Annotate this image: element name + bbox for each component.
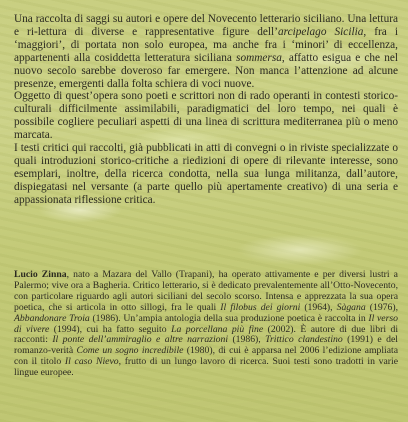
book-title: Abbandonare Troia: [14, 312, 90, 324]
bio-text: , frutto di un lungo lavoro di ricerca. Suoi testi sono tradotti in varie lingue europee.: [14, 356, 399, 379]
book-title: La porcellana più fine: [171, 323, 264, 335]
blurb-paragraph-1: [14, 13, 398, 90]
bio-text: , nato a Mazara del Vallo (Trapani), ha operato attivamente e per diversi lustri a Palermo; vive ora a Bagheria. Critico letterario, si è dedicato prevalentemente all’Otto-Novecento, con particolare riguardo agli autori siciliani del secolo scorso. Intensa e apprezzata la sua opera poetica, che si articola in otto sillogi, fra le quali: [14, 269, 398, 313]
book-title: Come un sogno incredibile: [76, 345, 184, 357]
blurb-text: , affatto esigua e che nel nuovo secolo sarebbe doveroso far emergere. Non manca l’attenzione ad alcune presenze, emergenti dalla folta schiera di voci nuove.: [14, 51, 399, 90]
blurb-text: Una raccolta di saggi su autori e opere del Novecento letterario siciliano. Una lettura e ri-lettura di diverse e rappresentative figure dell’: [14, 13, 398, 38]
bio-text: (1994), cui ha fatto seguito: [49, 323, 172, 335]
book-title: Sàgana: [336, 301, 366, 313]
blurb-section: [14, 13, 398, 207]
bio-text: (1986),: [228, 334, 266, 346]
book-title: Il verso di vivere: [14, 312, 398, 335]
bio-text: (1964),: [300, 301, 337, 313]
bio-text: (2002). È autore di due libri di racconti:: [14, 323, 399, 346]
bio-text: (1986). Un’ampia antologia della sua produzione poetica è raccolta in: [89, 312, 369, 324]
book-title: Il caso Nievo: [64, 356, 119, 368]
author-biography: [14, 270, 398, 379]
bio-text: (1991) e del romanzo-verità: [14, 334, 398, 357]
book-title: Il ponte dell’ammiraglio e altre narrazioni: [52, 334, 229, 346]
book-title: Trittico clandestino: [265, 334, 343, 346]
bio-text: (1976),: [365, 301, 399, 313]
blurb-paragraph-2: Oggetto di quest’opera sono poeti e scrittori non di rado operanti in contesti storico-culturali difficilmente assimilabili, paradigmatici del loro tempo, nei quali è possibile cogliere peculiari aspetti di una linea di scrittura mediterranea più o meno marcata.: [14, 90, 398, 142]
italic-term: sommersa: [236, 51, 282, 64]
bio-text: (1980), di cui è apparsa nel 2006 l’edizione ampliata con il titolo: [14, 345, 399, 368]
blurb-text: , fra i ‘maggiori’, di portata non solo europea, ma anche fra i ‘minori’ di eccellenza, appartenenti alla cosiddetta letteratura siciliana: [14, 25, 398, 64]
blurb-paragraph-3: I testi critici qui raccolti, già pubblicati in atti di convegni o in riviste specializzate o quali introduzioni storico-critiche a riedizioni di opere di rilevante interesse, sono esemplari, inoltre, della ricerca condotta, nella sua lunga militanza, dall’autore, dispiegatasi nel versante (a parte quello più apertamente creativo) di una seria e appassionata riflessione critica.: [14, 142, 398, 206]
italic-term: arcipelago Sicilia: [277, 25, 364, 38]
book-title: Il filobus dei giorni: [220, 301, 301, 313]
author-name: Lucio Zinna: [14, 269, 67, 280]
